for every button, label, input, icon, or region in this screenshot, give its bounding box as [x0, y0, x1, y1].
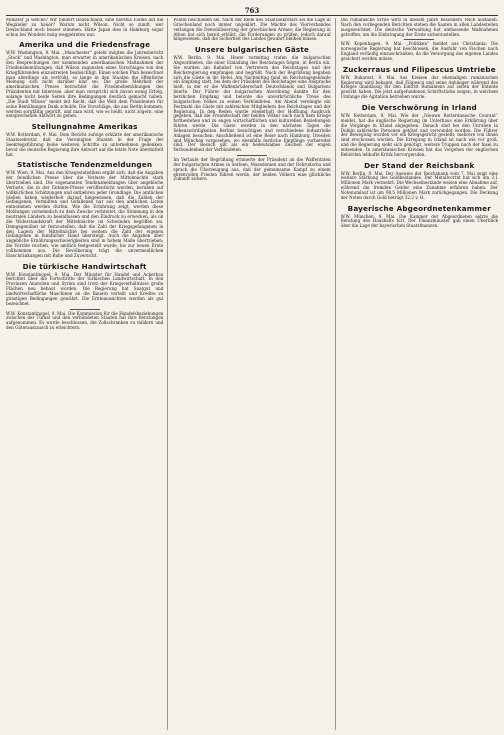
page-number: 763 — [244, 6, 260, 15]
article-body: W.W. Rotterdam, 9. Mai. Wie der „Nieuwe Rotterdamsche Courant“ meldet, hat die englische Regierung im Unterhaus eine Erklärung über die Vorgänge in Irland abgegeben. Danach sind bei den Unruhen in Dublin zahlreiche Personen getötet und verwundet worden. Die Führer der Bewegung wurden vor ein Kriegsgericht gestellt; mehrere von ihnen sind erschossen worden. Die Erregung in Irland ist nach wie vor groß, und die Regierung sieht sich genötigt, weitere Truppen nach der Insel zu entsenden. In amerikanischen Kreisen hat das Vorgehen der englischen Behörden lebhafte Kritik hervorgerufen. — [340, 112, 498, 157]
article-separator — [237, 155, 267, 156]
page-header — [6, 6, 498, 16]
article-headline: Der Stand der Reichsbank — [364, 160, 475, 170]
article-headline: Die türkische Handwirtschaft — [22, 261, 147, 271]
article-body: Politik beschieden sei. Nach der Rede des Staatssekretärs sei die Lage in Griechenland noch immer ungeklärt. Die Mächte des Vierverbandes verlangen die Demobilisierung der griechischen Armee; die Regierung in Athen hat sich bereit erklärt, die Forderungen zu prüfen, jedoch darauf hingewiesen, daß die Sicherheit des Landes gewahrt bleiben müsse. — [173, 18, 331, 42]
column-2 — [173, 18, 335, 730]
article-body: Die rumänische Ernte wird in diesem Jahre besonders reich ausfallen. Nach den vorliegenden Berichten stehen die Saaten in allen Landesteilen ausgezeichnet. Die deutsche Verwaltung hat umfassende Maßnahmen getroffen, um die Einbringung der Ernte sicherzustellen. — [340, 18, 498, 37]
column-1 — [6, 18, 168, 730]
article-body: W.W. Berlin, 9. Mai. Heute vormittag trafen die bulgarischen Abgeordneten, die einer Einladung des Reichstages folgen, in Berlin ein. Sie wurden am Bahnhof von Vertretern des Reichstages und der Reichsregierung empfangen und begrüßt. Nach der Begrüßung begaben sich die Gäste in ihr Hotel. Am Nachmittag fand im Reichstagsgebäude ein Empfang statt, bei dem der Präsident des Reichstages eine Ansprache hielt, in der er die Waffenbrüderschaft Deutschlands und Bulgariens feierte. Der Führer der bulgarischen Abordnung dankte für den herzlichen Empfang und betonte die unverbrüchliche Treue des bulgarischen Volkes zu seinen Verbündeten. Am Abend vereinigte ein Festmahl die Gäste mit zahlreichen Mitgliedern des Reichstages und der Regierung. In den Reden wurde wiederholt der Hoffnung Ausdruck gegeben, daß die Freundschaft der beiden Völker auch nach dem Kriege fortbestehen und zu engen wirtschaftlichen und kulturellen Beziehungen führen werde. Die Gäste werden in den nächsten Tagen die Sehenswürdigkeiten Berlins besichtigen und verschiedene industrielle Anlagen besuchen. Anschließend ist eine Reise nach Hamburg, Dresden und München vorgesehen, wo ebenfalls festliche Empfänge vorbereitet sind. Der Besuch gilt als ein bedeutsames Zeichen der engen Verbundenheit der Verbündeten. — [173, 55, 331, 153]
article-separator — [404, 39, 434, 40]
article-body: W.W. Washington, 9. Mai. „Manchester“ gelebt mögten die Jahresbericht „Stock“ und Washington, man erwartet in amerikanischen Kreisen, nach den Besprechungen der kommenden amerikanischen Maßnahmen der Friedensbemühungen, daß Wilson zugunsten eines Vorschlages von den Kriegführenden einzustreiten beabsichtigt. Einen solchen Plan bezeichnet man allerdings als verfrüht, so lange in den Staaten die öffentliche Meinung sich nicht darüber klar sei. Die große Mehrheit der amerikanischen Presse betrachtet die Friedensbemühungen des Präsidenten mit Interesse, aber man verspricht sich davon wenig Erfolg, solange nicht beide Seiten ihre Bedingungen deutlich gemacht haben. „Die Stadt Wilson“ meint mit Recht, daß die Welt dem Präsidenten für seine Bemühungen Dank schulde. Die Vorschläge, die aus Berlin kommen, werden sorgfältig geprüft, und man wird, wie es heißt, nicht zögern, eine entsprechende Antwort zu geben. — [6, 50, 164, 119]
article-headline: Unsere bulgarischen Gäste — [194, 45, 310, 55]
article-body: Minister ja welche? Wir bindert Deutschland, eine hierdus Fiume auf die Wegänder zu hauer? Warum nicht Wilson. Nicht so zundt, wer Deutschland noch besser stimmen. Hätte Japan dies in Hamburg sogar schon bei Wonders inzig weggetreten war. — [6, 18, 164, 37]
article-body: W.W. Rotterdam, 9. Mai. Dem Bericht zufolge erklärte der amerikanische Staatssekretär, daß die Vereinigten Staaten in der Frage der Seekriegsführung keine weiteren Schritte zu unternehmen gedenken, bevor die deutsche Regierung ihre Antwort auf die letzte Note übermittelt hat. — [6, 132, 164, 157]
article-headline: Stellungnahme Amerikas — [31, 122, 138, 132]
article-headline: Statistische Tendenzmeldungen — [17, 160, 153, 170]
article-body: W.W. München, 9. Mai. Die Kammer der Abgeordneten setzte die Beratung des Haushalts fort. Der Finanzminister gab einen Überblick über die Lage der bayerischen Staatsfinanzen. — [340, 213, 498, 229]
columns — [6, 18, 498, 730]
article-headline: Bayerische Abgeordnetenkammer — [347, 203, 491, 213]
article-body: Im Verlaufe der Begrüßung erinnerte der Präsident an die Waffentaten der bulgarischen Armee in Serbien, Mazedonien und der Dobrudscha und sprach die Überzeugung aus, daß der gemeinsame Kampf zu einem ehrenvollen Frieden führen werde, der beiden Völkern eine glückliche Zukunft sichere. — [173, 157, 331, 182]
article-body: W.W. Wien, 9. Mai. Aus den Kriegsstatistiken ergibt sich, daß die Angaben der feindlichen Presse über die Verluste der Mittelmächte stark übertrieben sind. Die sogenannten Tendenzmeldungen über angebliche Verluste, die in der Entente-Presse veröffentlicht werden, beruhen auf willkürlichen Schätzungen und entbehren jeder Grundlage. Die amtlichen Stellen haben wiederholt darauf hingewiesen, daß die Zahlen der Gefangenen, Vermißten und Gefallenen nur aus den amtlichen Listen entnommen werden dürfen. Wie die Erfahrung zeigt, werden diese Meldungen vornehmlich zu dem Zwecke verbreitet, die Stimmung in den neutralen Ländern zu beeinflussen und den Eindruck zu erwecken, als ob die Widerstandskraft der Mittelmächte im Schwinden begriffen sei. Demgegenüber ist festzustellen, daß die Zahl der Kriegsgefangenen in den Lagern der Mittelmächte bei weitem die Zahl der eigenen Gefangenen in feindlicher Hand übersteigt. Auch die Angaben über angebliche Ernährungsschwierigkeiten sind in hohem Maße übertrieben; die Vorräte reichen, wie amtlich festgestellt wurde, bis zur neuen Ernte vollkommen aus. Die Bevölkerung trägt die unvermeidlichen Einschränkungen mit Ruhe und Zuversicht. — [6, 170, 164, 258]
article-headline: Zuckerraus und Filipescus Umtriebe — [342, 64, 496, 74]
article-body: W.W. Kopenhagen, 9. Mai. „Politiken“ meldet aus Christiania: Die norwegische Regierung hat beschlossen, die Ausfuhr von Fischen nach England vorläufig einzuschränken, da die Versorgung des eigenen Landes gesichert werden müsse. — [340, 41, 498, 61]
article-body: W.W. Konstantinopel, 9. Mai. Der Minister für Handel und Ackerbau berichtet über die Fortschritte der türkischen Landwirtschaft. In den Provinzen Anatolien und Syrien sind trotz der Kriegsverhältnisse große Flächen neu bebaut worden. Die Regierung hat Saatgut und landwirtschaftliche Maschinen an die Bauern verteilt und Kredite zu günstigen Bedingungen gewährt. Die Ernteaussichten werden als gut bezeichnet. — [6, 271, 164, 306]
article-body: W.W. Berlin, 9. Mai. Der Ausweis der Reichsbank vom 7. Mai zeigt eine weitere Stärkung des Goldbestandes. Der Metallvorrat hat sich um 3,1 Millionen Mark vermehrt. Die Wechselbestände weisen eine Abnahme auf, während die fremden Gelder eine Zunahme erfahren haben. Der Notenumlauf ist um 98,5 Millionen Mark zurückgegangen. Die Deckung der Noten durch Gold beträgt 32,2 v. H. — [340, 170, 498, 200]
article-separator — [70, 309, 100, 310]
article-headline: Die Verschwörung in Irland — [361, 102, 477, 112]
article-body: W.W. Konstantinopel, 9. Mai. Die Kommission für die Handelsbeziehungen zwischen der Türkei und den verbündeten Staaten hat ihre Beratungen aufgenommen. Es wurde beschlossen, die Zollschranken zu mildern und den Güteraustausch zu erleichtern. — [6, 310, 164, 331]
article-headline: Amerika und die Friedensfrage — [19, 40, 151, 50]
article-body: W.W. Bukarest, 9. Mai. Aus Kreisen der ehemaligen rumänischen Regierung wird bekannt, daß Filipescu und seine Anhänger während des Krieges unablässig für den Eintritt Rumäniens auf seiten der Entente gewirkt haben. Die jetzt aufgefundenen Schriftstücke zeigen, in welchem Umfange die Agitation betrieben wurde. — [340, 74, 498, 100]
column-3 — [341, 18, 498, 730]
